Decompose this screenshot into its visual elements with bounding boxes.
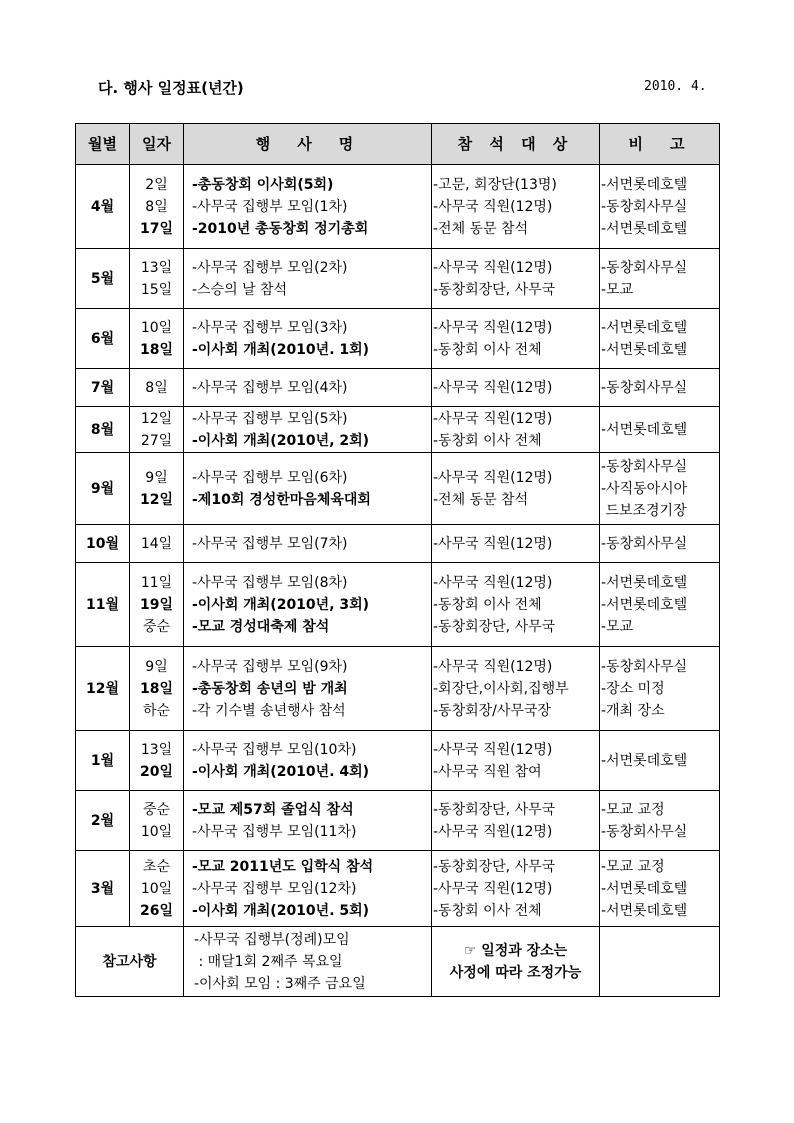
attendee-line: -동창회 이사 전체 — [433, 341, 542, 358]
note-line: -모교 — [601, 618, 634, 635]
date-cell — [130, 407, 184, 453]
event-cell — [184, 309, 432, 369]
reference-note-line: : 매달1회 2째주 목요일 — [194, 953, 343, 970]
event-cell — [184, 453, 432, 525]
event-line: -사무국 집행부 모임(12차) — [192, 880, 357, 897]
schedule-row — [76, 369, 720, 407]
event-cell — [184, 369, 432, 407]
schedule-row — [76, 851, 720, 927]
attendee-line: -사무국 직원(12명) — [433, 319, 553, 336]
note-line: -서면롯데호텔 — [601, 880, 688, 897]
date-cell — [130, 731, 184, 791]
note-line: -동창회사무실 — [601, 823, 688, 840]
notes-cell — [600, 249, 720, 309]
month-cell: 3월 — [76, 851, 130, 927]
event-line: -모교 제57회 졸업식 참석 — [192, 801, 354, 818]
date-line: 10일 — [140, 823, 173, 840]
note-line: -서면롯데호텔 — [601, 220, 688, 237]
note-line: -서면롯데호텔 — [601, 574, 688, 591]
note-line: -서면롯데호텔 — [601, 421, 688, 438]
date-line: 8일 — [145, 198, 168, 215]
event-line: -모교 2011년도 입학식 참석 — [192, 858, 374, 875]
month-cell: 10월 — [76, 525, 130, 563]
event-line: -이사회 개최(2010년, 2회) — [192, 432, 370, 449]
schedule-row — [76, 165, 720, 249]
date-line: 12일 — [139, 491, 173, 508]
schedule-row — [76, 647, 720, 731]
date-line: 9일 — [145, 658, 168, 675]
attendee-line: -사무국 직원(12명) — [433, 823, 553, 840]
date-cell — [130, 647, 184, 731]
reference-tip — [432, 927, 600, 997]
event-cell — [184, 851, 432, 927]
date-line: 18일 — [139, 341, 173, 358]
date-cell — [130, 453, 184, 525]
date-cell — [130, 851, 184, 927]
note-line: -사직동아시아 — [601, 480, 688, 497]
attendees-cell — [432, 647, 600, 731]
attendees-cell — [432, 165, 600, 249]
event-line: -사무국 집행부 모임(2차) — [192, 259, 348, 276]
date-cell — [130, 369, 184, 407]
date-cell — [130, 249, 184, 309]
reference-row — [76, 927, 720, 997]
attendee-line: -동창회장단, 사무국 — [433, 618, 556, 635]
date-line: 13일 — [140, 259, 173, 276]
schedule-row — [76, 249, 720, 309]
event-line: -사무국 집행부 모임(6차) — [192, 469, 348, 486]
attendees-cell — [432, 453, 600, 525]
date-cell — [130, 563, 184, 647]
attendees-cell — [432, 309, 600, 369]
note-line: 드보조경기장 — [601, 502, 687, 519]
note-line: -서면롯데호텔 — [601, 319, 688, 336]
month-cell: 11월 — [76, 563, 130, 647]
event-line: -사무국 집행부 모임(9차) — [192, 658, 348, 675]
attendees-cell — [432, 791, 600, 851]
note-line: -서면롯데호텔 — [601, 902, 688, 919]
date-line: 27일 — [140, 432, 173, 449]
attendees-cell — [432, 851, 600, 927]
event-line: -사무국 집행부 모임(7차) — [192, 535, 348, 552]
note-line: -개최 장소 — [601, 702, 665, 719]
attendee-line: -동창회장단, 사무국 — [433, 281, 556, 298]
date-line: 14일 — [140, 535, 173, 552]
event-line: -이사회 개최(2010년. 4회) — [192, 763, 370, 780]
month-cell: 9월 — [76, 453, 130, 525]
attendee-line: -고문, 회장단(13명) — [433, 176, 557, 193]
attendees-cell — [432, 731, 600, 791]
note-line: -동창회사무실 — [601, 379, 688, 396]
month-cell: 12월 — [76, 647, 130, 731]
date-line: 17일 — [139, 220, 173, 237]
attendee-line: -사무국 직원(12명) — [433, 469, 553, 486]
notes-cell — [600, 407, 720, 453]
notes-cell — [600, 731, 720, 791]
reference-notes — [184, 927, 432, 997]
date-line: 하순 — [142, 702, 171, 719]
schedule-row — [76, 309, 720, 369]
event-cell — [184, 791, 432, 851]
event-line: -사무국 집행부 모임(8차) — [192, 574, 348, 591]
attendee-line: -사무국 직원(12명) — [433, 259, 553, 276]
event-cell — [184, 525, 432, 563]
notes-cell — [600, 563, 720, 647]
event-line: -모교 경성대축제 참석 — [192, 618, 330, 635]
event-line: -총동창회 이사회(5회) — [192, 176, 334, 193]
month-cell: 4월 — [76, 165, 130, 249]
attendee-line: -사무국 직원(12명) — [433, 410, 553, 427]
notes-cell — [600, 369, 720, 407]
event-line: -2010년 총동창회 정기총회 — [192, 220, 369, 237]
event-line: -스승의 날 참석 — [192, 281, 288, 298]
note-line: -모교 교정 — [601, 801, 665, 818]
notes-cell — [600, 453, 720, 525]
month-cell: 8월 — [76, 407, 130, 453]
column-header-date: 일자 — [130, 124, 184, 165]
date-cell — [130, 791, 184, 851]
date-cell — [130, 165, 184, 249]
note-line: -동창회사무실 — [601, 458, 688, 475]
attendee-line: -동창회장단, 사무국 — [433, 858, 556, 875]
document-date: 2010. 4. — [644, 79, 707, 94]
page-title: 다. 행사 일정표(년간) — [98, 79, 244, 97]
date-line: 10일 — [140, 880, 173, 897]
reference-tip-line: ☞ 일정과 장소는 — [463, 942, 568, 959]
attendee-line: -전체 동문 참석 — [433, 491, 529, 508]
column-header-attendees: 참 석 대 상 — [432, 124, 600, 165]
notes-cell — [600, 309, 720, 369]
date-cell — [130, 309, 184, 369]
reference-tip-line: 사정에 따라 조정가능 — [449, 964, 582, 981]
date-line: 11일 — [140, 574, 173, 591]
date-line: 15일 — [140, 281, 173, 298]
note-line: -서면롯데호텔 — [601, 752, 688, 769]
reference-empty-cell — [600, 927, 720, 997]
event-cell — [184, 249, 432, 309]
date-line: 8일 — [145, 379, 168, 396]
event-cell — [184, 731, 432, 791]
note-line: -모교 교정 — [601, 858, 665, 875]
reference-note-line: -이사회 모임 : 3째주 금요일 — [194, 975, 366, 992]
attendee-line: -동창회장단, 사무국 — [433, 801, 556, 818]
event-line: -사무국 집행부 모임(1차) — [192, 198, 348, 215]
event-line: -이사회 개최(2010년. 1회) — [192, 341, 370, 358]
attendees-cell — [432, 407, 600, 453]
event-line: -제10회 경성한마음체육대회 — [192, 491, 371, 508]
column-header-month: 월별 — [76, 124, 130, 165]
date-line: 18일 — [139, 680, 173, 697]
attendee-line: -동창회 이사 전체 — [433, 432, 542, 449]
notes-cell — [600, 791, 720, 851]
event-cell — [184, 647, 432, 731]
attendees-cell — [432, 525, 600, 563]
attendee-line: -사무국 직원(12명) — [433, 658, 553, 675]
attendee-line: -회장단,이사회,집행부 — [433, 680, 569, 697]
event-cell — [184, 407, 432, 453]
month-cell: 2월 — [76, 791, 130, 851]
event-line: -사무국 집행부 모임(3차) — [192, 319, 348, 336]
notes-cell — [600, 525, 720, 563]
note-line: -서면롯데호텔 — [601, 341, 688, 358]
notes-cell — [600, 851, 720, 927]
date-line: 13일 — [140, 741, 173, 758]
attendees-cell — [432, 249, 600, 309]
attendee-line: -사무국 직원(12명) — [433, 741, 553, 758]
date-line: 9일 — [145, 469, 168, 486]
month-cell: 6월 — [76, 309, 130, 369]
date-line: 중순 — [142, 801, 171, 818]
reference-note-line: -사무국 집행부(정례)모임 — [194, 931, 350, 948]
event-line: -사무국 집행부 모임(5차) — [192, 410, 348, 427]
event-line: -총동창회 송년의 밤 개최 — [192, 680, 348, 697]
event-cell — [184, 165, 432, 249]
event-line: -이사회 개최(2010년, 3회) — [192, 596, 370, 613]
attendee-line: -전체 동문 참석 — [433, 220, 529, 237]
annual-event-schedule-table — [75, 123, 720, 997]
date-line: 12일 — [140, 410, 173, 427]
notes-cell — [600, 165, 720, 249]
attendee-line: -사무국 직원(12명) — [433, 198, 553, 215]
month-cell: 5월 — [76, 249, 130, 309]
date-cell — [130, 525, 184, 563]
date-line: 10일 — [140, 319, 173, 336]
attendee-line: -동창회장/사무국장 — [433, 702, 551, 719]
date-line: 20일 — [139, 763, 173, 780]
date-line: 중순 — [142, 618, 171, 635]
note-line: -동창회사무실 — [601, 198, 688, 215]
schedule-row — [76, 731, 720, 791]
notes-cell — [600, 647, 720, 731]
note-line: -동창회사무실 — [601, 535, 688, 552]
schedule-row — [76, 563, 720, 647]
event-line: -각 기수별 송년행사 참석 — [192, 702, 346, 719]
note-line: -동창회사무실 — [601, 658, 688, 675]
note-line: -모교 — [601, 281, 634, 298]
event-line: -사무국 집행부 모임(4차) — [192, 379, 348, 396]
date-line: 초순 — [142, 858, 171, 875]
attendees-cell — [432, 563, 600, 647]
attendee-line: -사무국 직원(12명) — [433, 880, 553, 897]
date-line: 26일 — [139, 902, 173, 919]
schedule-row — [76, 407, 720, 453]
reference-label: 참고사항 — [76, 927, 184, 997]
event-cell — [184, 563, 432, 647]
column-header-notes: 비 고 — [600, 124, 720, 165]
schedule-row — [76, 791, 720, 851]
note-line: -동창회사무실 — [601, 259, 688, 276]
note-line: -서면롯데호텔 — [601, 596, 688, 613]
event-line: -사무국 집행부 모임(11차) — [192, 823, 357, 840]
event-line: -이사회 개최(2010년. 5회) — [192, 902, 370, 919]
table-header-row — [76, 124, 720, 165]
attendee-line: -사무국 직원(12명) — [433, 574, 553, 591]
date-line: 2일 — [145, 176, 168, 193]
note-line: -장소 미정 — [601, 680, 665, 697]
attendee-line: -동창회 이사 전체 — [433, 596, 542, 613]
schedule-row — [76, 525, 720, 563]
attendee-line: -동창회 이사 전체 — [433, 902, 542, 919]
column-header-event: 행 사 명 — [184, 124, 432, 165]
schedule-body — [76, 165, 720, 927]
attendee-line: -사무국 직원(12명) — [433, 535, 553, 552]
attendee-line: -사무국 직원 참여 — [433, 763, 542, 780]
note-line: -서면롯데호텔 — [601, 176, 688, 193]
month-cell: 7월 — [76, 369, 130, 407]
schedule-row — [76, 453, 720, 525]
date-line: 19일 — [139, 596, 173, 613]
attendees-cell — [432, 369, 600, 407]
event-line: -사무국 집행부 모임(10차) — [192, 741, 357, 758]
attendee-line: -사무국 직원(12명) — [433, 379, 553, 396]
month-cell: 1월 — [76, 731, 130, 791]
